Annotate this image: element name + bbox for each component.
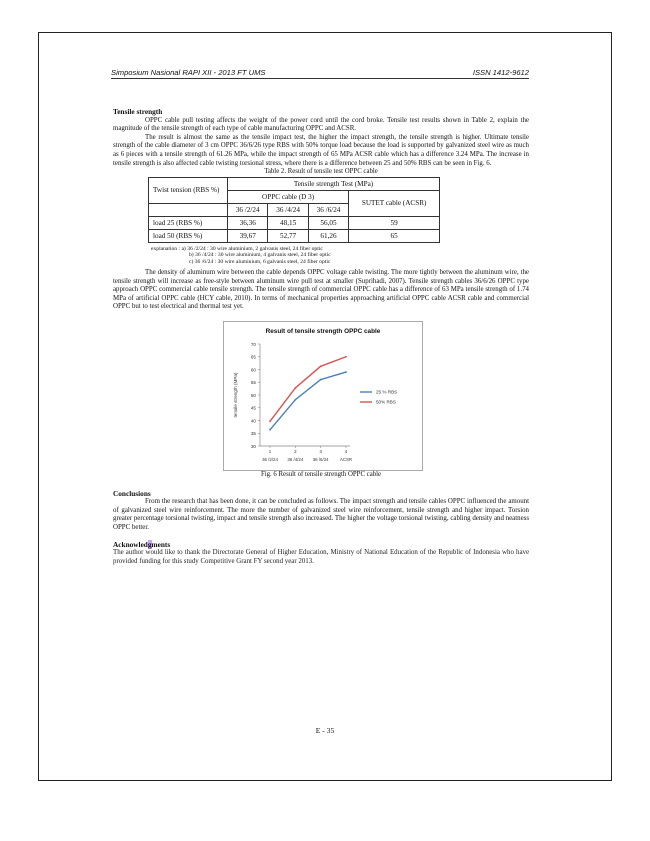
y-tick-label: 40 [250, 418, 256, 424]
data-point [345, 371, 347, 373]
x-tick-label: 36 /2/24 [262, 456, 278, 462]
table-row [149, 229, 440, 242]
table-cell: 61,26 [308, 229, 348, 242]
table-header-group: Tensile strength Test (MPa) [228, 177, 440, 190]
ack-title-post: ments [151, 539, 171, 549]
legend-label: 50% RBS [376, 399, 396, 405]
data-point [320, 365, 322, 367]
x-tick-number: 1 [268, 448, 272, 454]
data-point [269, 429, 271, 431]
y-tick-label: 50 [250, 392, 256, 398]
table-col-header: 36 /2/24 [228, 203, 268, 216]
page-number: E - 35 [315, 726, 335, 735]
highlighted-selection: g [147, 539, 152, 549]
header-conference: Simposium Nasional RAPI XII - 2013 FT UMS [111, 68, 266, 77]
tensile-chart [223, 321, 423, 471]
x-tick-label: 36 /4/24 [287, 456, 304, 462]
legend-label: 25 % RBS [376, 389, 398, 395]
y-tick-label: 30 [250, 443, 256, 449]
table-col-header: 36 /6/24 [308, 203, 348, 216]
table-cell: 39,67 [228, 229, 268, 242]
ack-title-pre: Acknowled [113, 539, 148, 549]
explanation-line: b) 36 /4/24 : 30 wire aluminium, 4 galvanis steel, 24 fiber optic [189, 252, 331, 259]
section-title-conclusions: Conclusions [113, 488, 151, 498]
paragraph-acknowledgments: The author would like to thank the Directorate General of Higher Education, Ministry of National Education of the Republic of Indonesia who have provided funding for this study Competitive Grant FY second year 2013. [113, 549, 529, 565]
results-table [148, 177, 440, 243]
y-tick-label: 35 [250, 430, 256, 436]
section-title-tensile: Tensile strength [113, 107, 163, 116]
figure-caption: Fig. 6 Result of tensile strength OPPC cable [260, 470, 382, 478]
table-empty-cell [149, 203, 228, 216]
table-row [149, 216, 440, 229]
explanation-line: explanation : a) 36 /2/24 : 30 wire aluminium, 2 galvanis steel, 24 fiber optic [151, 245, 323, 252]
table-cell: 65 [349, 229, 440, 242]
header-issn: ISSN 1412-9612 [472, 68, 529, 77]
chart-title: Result of tensile strength OPPC cable [265, 327, 381, 335]
paragraph-tensile-1: OPPC cable pull testing affects the weight of the power cord until the cord broke. Tensile test results shown in Table 2, explain the magnitude of the tensile strength of each type of cable manufacturing OPPC and ACSR. [113, 116, 529, 133]
table-cell: 36,36 [228, 216, 268, 229]
paragraph-density: The density of aluminum wire between the cable depends OPPC voltage cable twisting. The more tightly between the aluminum wire, the tensile strength will increase as free-style between aluminum wire pull test at smaller (Suprihadi, 2007). Tensile strength cables 36/6/26 OPPC type approach OPPC commercial cable tensile strength. The tensile strength of commercial OPPC cable has a difference of 63 MPa tensile strength of 1.74 MPa of artificial OPPC cable (HCY cable, 2010). In terms of mechanical properties approaching artificial OPPC cable ACSR cable and commercial OPPC but to test electrical and thermal test yet. [113, 268, 529, 311]
page-content [113, 108, 529, 566]
table-header-acsr: SUTET cable (ACSR) [349, 190, 440, 216]
table-header-oppc: OPPC cable (D 3) [228, 190, 349, 203]
data-point [345, 356, 347, 358]
x-tick-number: 4 [344, 448, 348, 454]
table-col-header: 36 /4/24 [268, 203, 308, 216]
data-point [294, 387, 296, 389]
data-point [320, 379, 322, 381]
table-cell: 59 [349, 216, 440, 229]
table-cell: 56,05 [308, 216, 348, 229]
header-rule [111, 78, 529, 79]
x-tick-label: ACSR [339, 456, 353, 462]
table-header-twist: Twist tension (RBS %) [149, 177, 228, 203]
paragraph-tensile-2: The result is almost the same as the tensile impact test, the higher the impact strength, the tensile strength is higher. Ultimate tensile strength of the cable diameter of 3 cm OPPC 36/6/26 type RBS with 50% torque load because the load is supported by galvanized steel wire as much as 6 pieces with a tensile strength of 61.26 MPa, while the impact strength of 65 MPa ACSR cable which has a difference 3.24 MPa. The increase in tensile strength is also affected cable twisting torsional stress, where there is a difference between 25 and 50% RBS can be seen in Fig. 6. [113, 133, 529, 167]
data-point [294, 399, 296, 401]
section-title-acknowledgments [113, 541, 529, 550]
table-cell: 48,15 [268, 216, 308, 229]
table-cell: 52,77 [268, 229, 308, 242]
y-tick-label: 55 [250, 379, 256, 385]
data-point [269, 420, 271, 422]
y-tick-label: 65 [250, 354, 256, 360]
paragraph-conclusions: From the research that has been done, it can be concluded as follows. The impact strength and tensile cables OPPC influenced the amount of galvanized steel wire reinforcement. The more the number of galvanized steel wire reinforcement, tensile strength and higher impact. Torsion greater percentage torsional twisting, impact and tensile strength also increased. The higher the voltage torsional twisting, cabling density and neatness OPPC better. [113, 498, 529, 531]
table-caption: Table 2. Result of tensile test OPPC cable [264, 168, 378, 176]
table-explanation [151, 246, 529, 265]
table-row-label: load 25 (RBS %) [149, 216, 228, 229]
tensile-chart-svg [224, 322, 422, 470]
x-tick-number: 3 [319, 448, 322, 454]
y-tick-label: 70 [250, 341, 256, 347]
y-tick-label: 60 [250, 367, 256, 373]
explanation-line: c) 36 /6/24 : 30 wire aluminium, 6 galvanis steel, 24 fiber optic [189, 258, 331, 265]
y-tick-label: 45 [250, 405, 256, 411]
y-axis-label: tensile strength (MPa) [233, 372, 238, 418]
x-tick-number: 2 [294, 448, 297, 454]
series-line-25-rbs [270, 372, 346, 430]
table-row-label: load 50 (RBS %) [149, 229, 228, 242]
x-tick-label: 36 /6/24 [312, 456, 329, 462]
